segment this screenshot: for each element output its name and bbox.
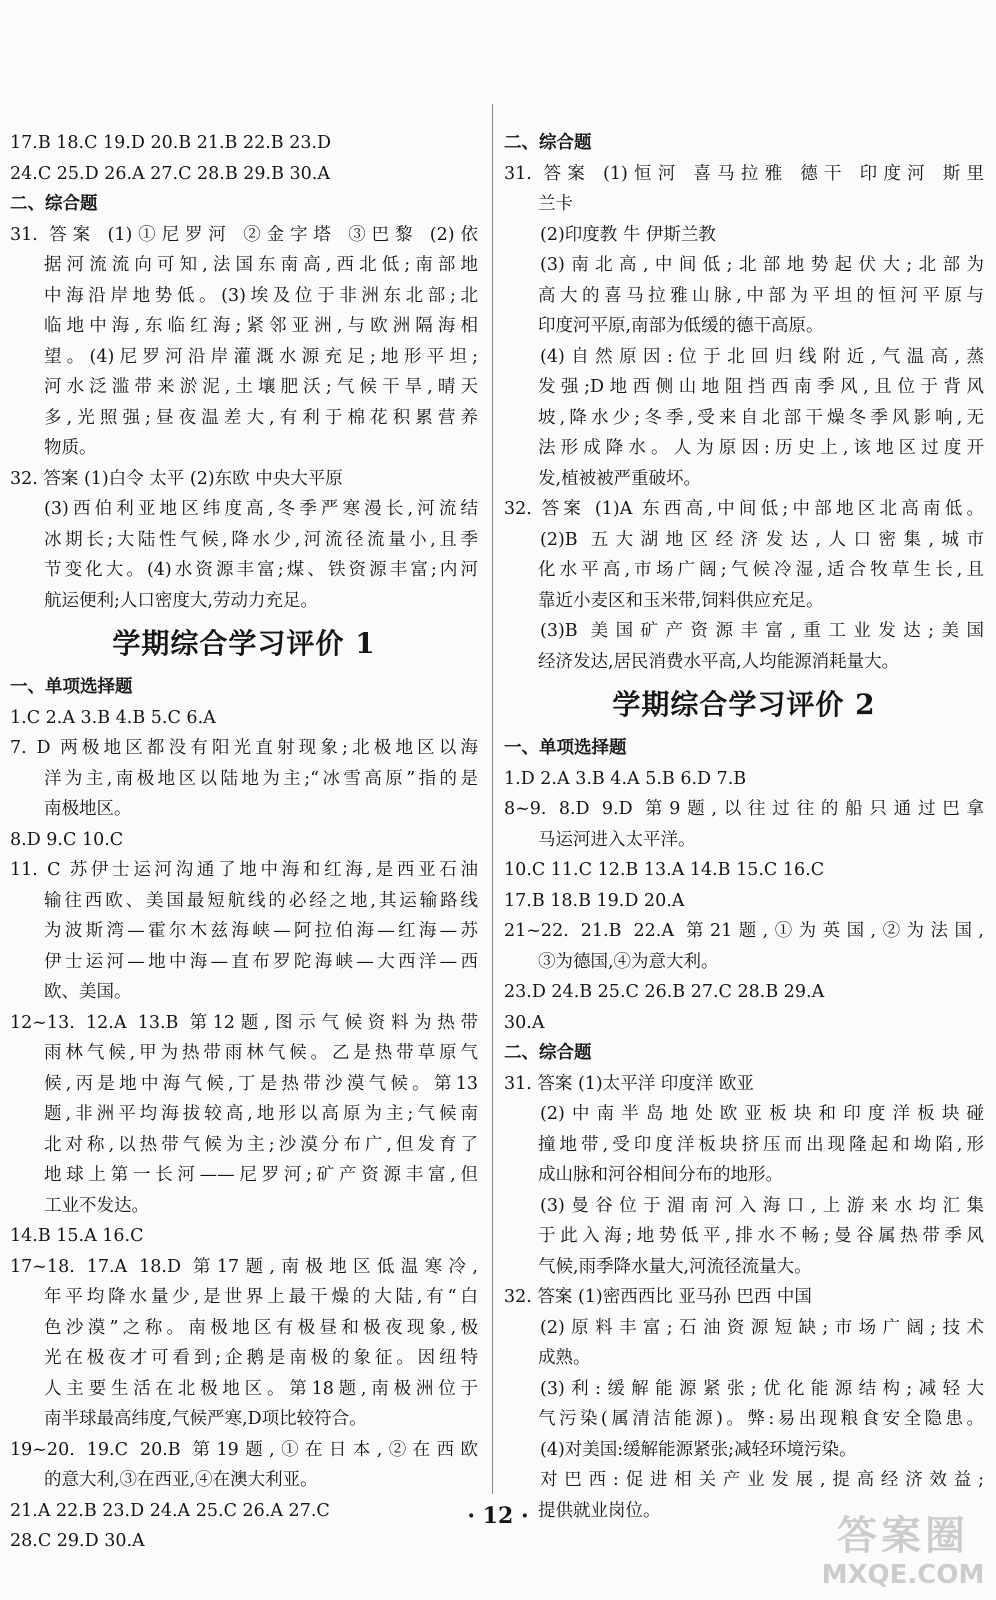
- watermark-url: MXQE.COM: [821, 1560, 985, 1590]
- answer-line: 撞地带,受印度洋板块挤压而出现隆起和坳陷,形: [538, 1134, 984, 1155]
- answer-line: 提供就业岗位。: [538, 1500, 661, 1521]
- answer-line: (2)中南半岛地处欧亚板块和印度洋板块碰: [540, 1104, 984, 1124]
- answer-line: 31. 答案 (1)恒河 喜马拉雅 德干 印度河 斯里: [504, 163, 984, 184]
- section-heading: 二、综合题: [10, 194, 98, 214]
- answer-line: 14.B 15.A 16.C: [10, 1226, 144, 1246]
- answer-line: 气污染(属清洁能源)。弊:易出现粮食安全隐患。: [538, 1409, 984, 1429]
- answer-line: 地球上第一长河——尼罗河;矿产资源丰富,但: [44, 1165, 478, 1185]
- answer-line: 节变化大。(4)水资源丰富;煤、铁资源丰富;内河: [44, 560, 478, 580]
- answer-line: (3)曼谷位于湄南河入海口,上游来水均汇集: [540, 1195, 984, 1216]
- answer-line: 据河流流向可知,法国东南高,西北低;南部地: [44, 255, 478, 275]
- answer-line: 32. 答案 (1)密西西比 亚马孙 巴西 中国: [504, 1287, 812, 1307]
- answer-line: 印度河平原,南部为低缓的德干高原。: [538, 316, 824, 336]
- answer-line: 冰期长;大陆性气候,降水少,河流径流量小,且季: [44, 529, 478, 550]
- answer-line: (4)对美国:缓解能源紧张;减轻环境污染。: [540, 1439, 857, 1460]
- answer-line: 成熟。: [538, 1348, 591, 1368]
- answer-line: 23.D 24.B 25.C 26.B 27.C 28.B 29.A: [504, 982, 825, 1002]
- answer-line: 年平均降水量少,是世界上最干燥的大陆,有“白: [44, 1287, 478, 1307]
- answer-line: 经济发达,居民消费水平高,人均能源消耗量大。: [538, 651, 900, 672]
- answer-line: 11. C 苏伊士运河沟通了地中海和红海,是西亚石油: [10, 860, 478, 880]
- answer-line: 的意大利,③在西亚,④在澳大利亚。: [44, 1470, 318, 1490]
- answer-line: 物质。: [44, 438, 97, 458]
- watermark-text: 答案圈: [837, 1512, 969, 1559]
- answer-line: (2)原料丰富;石油资源短缺;市场广阔;技术: [540, 1317, 984, 1338]
- answer-line: 于此入海;地势低平,排水不畅;曼谷属热带季风: [538, 1226, 984, 1246]
- answer-line: 伊士运河—地中海—直布罗陀海峡—大西洋—西: [44, 951, 478, 972]
- right-column: [504, 128, 984, 1526]
- answer-line: 南极地区。: [44, 799, 132, 819]
- answer-line: 17.B 18.C 19.D 20.B 21.B 22.B 23.D: [10, 133, 332, 153]
- answer-line: 马运河进入太平洋。: [538, 829, 696, 850]
- answer-line: 色沙漠”之称。南极地区有极昼和极夜现象,极: [44, 1317, 478, 1338]
- answer-line: 坡,降水少;冬季,受来自北部干燥冬季风影响,无: [538, 407, 984, 428]
- answer-line: 高大的喜马拉雅山脉,中部为平坦的恒河平原与: [538, 285, 984, 306]
- answer-line: (3)南北高,中间低;北部地势起伏大;北部为: [540, 255, 984, 275]
- page-number: · 12 ·: [467, 1503, 529, 1529]
- answer-line: (3)利:缓解能源紧张;优化能源结构;减轻大: [540, 1378, 984, 1399]
- answer-line: ③为德国,④为意大利。: [538, 951, 719, 972]
- answer-line: (2)B 五大湖地区经济发达,人口密集,城市: [540, 529, 984, 550]
- answer-line: 32. 答案 (1)白令 太平 (2)东欧 中央大平原: [10, 468, 343, 489]
- left-column: [10, 128, 478, 1557]
- answer-line: 31. 答案 (1)太平洋 印度洋 欧亚: [504, 1073, 754, 1094]
- answer-line: 1.D 2.A 3.B 4.A 5.B 6.D 7.B: [504, 768, 747, 789]
- answer-line: 31. 答案 (1)①尼罗河 ②金字塔 ③巴黎 (2)依: [10, 224, 478, 245]
- answer-line: (3)B 美国矿产资源丰富,重工业发达;美国: [540, 621, 984, 641]
- answer-line: 航运便利;人口密度大,劳动力充足。: [44, 590, 318, 611]
- answer-line: 人主要生活在北极地区。第18题,南极洲位于: [44, 1378, 478, 1399]
- answer-line: 临地中海,东临红海;紧邻亚洲,与欧洲隔海相: [44, 316, 478, 336]
- answer-line: 发强;D地西侧山地阻挡西南季风,且位于背风: [538, 377, 984, 397]
- answer-line: 洋为主,南极地区以陆地为主;“冰雪高原”指的是: [44, 768, 478, 789]
- section-heading: 一、单项选择题: [10, 677, 133, 697]
- answer-line: 发,植被被严重破坏。: [538, 468, 702, 489]
- answer-line: 南半球最高纬度,气候严寒,D项比较符合。: [44, 1409, 367, 1429]
- answer-line: 17.B 18.B 19.D 20.A: [504, 890, 685, 911]
- answer-line: 21.A 22.B 23.D 24.A 25.C 26.A 27.C: [10, 1500, 330, 1521]
- answer-line: 28.C 29.D 30.A: [10, 1531, 145, 1551]
- answer-line: 19~20. 19.C 20.B 第19题,①在日本,②在西欧: [10, 1439, 478, 1460]
- section-title: 学期综合学习评价 1: [112, 627, 376, 660]
- answer-line: 为波斯湾—霍尔木兹海峡—阿拉伯海—红海—苏: [44, 921, 478, 941]
- answer-line: 21~22. 21.B 22.A 第21题,①为英国,②为法国,: [504, 921, 984, 941]
- answer-line: 成山脉和河谷相间分布的地形。: [538, 1165, 783, 1185]
- answer-line: 对巴西:促进相关产业发展,提高经济效益;: [540, 1470, 984, 1490]
- answer-line: 1.C 2.A 3.B 4.B 5.C 6.A: [10, 707, 216, 728]
- section-title: 学期综合学习评价 2: [612, 688, 876, 721]
- watermark-logo: [818, 1512, 988, 1594]
- answer-line: 中海沿岸地势低。(3)埃及位于非洲东北部;北: [44, 285, 478, 306]
- answer-line: 欧、美国。: [44, 982, 132, 1002]
- answer-line: 化水平高,市场广阔;气候冷湿,适合牧草生长,且: [538, 560, 984, 580]
- answer-line: 候,丙是地中海气候,丁是热带沙漠气候。第13: [44, 1073, 478, 1094]
- answer-line: (3)西伯利亚地区纬度高,冬季严寒漫长,河流结: [44, 499, 478, 519]
- answer-line: 法形成降水。人为原因:历史上,该地区过度开: [538, 438, 984, 458]
- column-divider: [492, 104, 493, 1494]
- answer-line: 8~9. 8.D 9.D 第9题,以往过往的船只通过巴拿: [504, 799, 984, 819]
- answer-line: 河水泛滥带来淤泥,土壤肥沃;气候干旱,晴天: [44, 377, 478, 397]
- answer-line: 气候,雨季降水量大,河流径流量大。: [538, 1256, 812, 1277]
- answer-line: 24.C 25.D 26.A 27.C 28.B 29.B 30.A: [10, 163, 330, 184]
- answer-line: 32. 答案 (1)A 东西高,中间低;中部地区北高南低。: [504, 499, 984, 519]
- answer-line: 10.C 11.C 12.B 13.A 14.B 15.C 16.C: [504, 860, 825, 880]
- answer-line: 12~13. 12.A 13.B 第12题,图示气候资料为热带: [10, 1012, 478, 1033]
- answer-line: 题,非洲平均海拔较高,地形以高原为主;气候南: [44, 1104, 478, 1124]
- section-heading: 二、综合题: [504, 1043, 592, 1063]
- answer-line: 雨林气候,甲为热带雨林气候。乙是热带草原气: [44, 1043, 478, 1063]
- answer-line: (4)自然原因:位于北回归线附近,气温高,蒸: [540, 346, 984, 367]
- answer-line: 靠近小麦区和玉米带,饲料供应充足。: [538, 590, 824, 611]
- answer-line: 北对称,以热带气候为主;沙漠分布广,但发育了: [44, 1134, 478, 1155]
- answer-line: 输往西欧、美国最短航线的必经之地,其运输路线: [44, 890, 478, 911]
- answer-line: 兰卡: [538, 194, 573, 214]
- answer-line: 7. D 两极地区都没有阳光直射现象;北极地区以海: [10, 738, 478, 758]
- answer-line: 30.A: [504, 1012, 545, 1033]
- section-heading: 一、单项选择题: [504, 738, 627, 758]
- section-heading: 二、综合题: [504, 133, 592, 153]
- answer-line: 8.D 9.C 10.C: [10, 829, 124, 850]
- answer-line: 光在极夜才可看到;企鹅是南极的象征。因纽特: [44, 1348, 478, 1368]
- answer-line: (2)印度教 牛 伊斯兰教: [540, 224, 716, 245]
- answer-line: 17~18. 17.A 18.D 第17题,南极地区低温寒冷,: [10, 1256, 478, 1277]
- answer-line: 望。(4)尼罗河沿岸灌溉水源充足;地形平坦;: [44, 346, 478, 367]
- answer-line: 工业不发达。: [44, 1195, 149, 1216]
- answer-line: 多,光照强;昼夜温差大,有利于棉花积累营养: [44, 407, 478, 428]
